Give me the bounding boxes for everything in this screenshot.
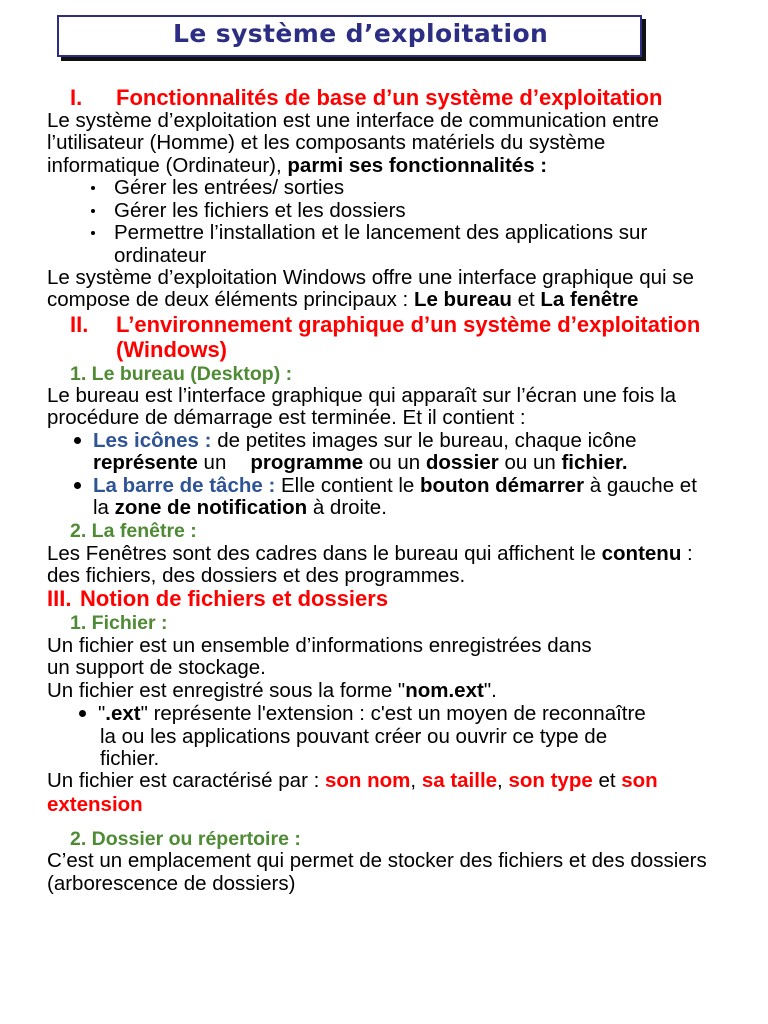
- section-1-heading: Fonctionnalités de base d’un système d’exploitation: [116, 85, 663, 110]
- section-2-heading: L’environnement graphique d’un système d’exploitation: [116, 312, 701, 337]
- s3-characteristics-line-cont: [47, 794, 143, 816]
- bold-text: bouton démarrer: [420, 474, 585, 497]
- bullet-icon: [74, 482, 81, 489]
- plain-text: un: [197, 451, 227, 474]
- plain-text: :: [681, 542, 693, 565]
- s2-text-line: [47, 543, 693, 565]
- plain-text: " représente l'extension : c'est un moyen de reconnaître: [140, 702, 646, 725]
- plain-text: à gauche et: [584, 474, 697, 497]
- s1-outro-text: et: [511, 288, 541, 311]
- plain-text: à droite.: [307, 496, 387, 519]
- s2-text-line: Le bureau est l’interface graphique qui apparaît sur l’écran une fois la: [47, 384, 677, 407]
- plain-text: Les Fenêtres sont des cadres dans le bureau qui affichent le: [47, 542, 602, 565]
- plain-text: ,: [497, 769, 509, 792]
- list-item-extension-cont: fichier.: [100, 747, 160, 770]
- plain-text: la: [93, 496, 115, 519]
- section-1-number: I.: [70, 85, 83, 110]
- bullet-icon: [91, 231, 95, 235]
- attribute-extension: son: [621, 769, 658, 792]
- list-item-taskbar: [93, 475, 697, 497]
- plain-text: ".: [483, 679, 497, 702]
- subsection-fichier-title: 1. Fichier :: [70, 612, 168, 634]
- bullet-icon: [79, 710, 86, 717]
- bold-text: nom.ext: [405, 679, 484, 702]
- s1-outro-line: Le système d’exploitation Windows offre une interface graphique qui se: [47, 266, 694, 289]
- s2-text-line: procédure de démarrage est terminée. Et il contient :: [47, 406, 526, 429]
- list-item-continuation: ordinateur: [114, 244, 207, 267]
- subsection-bureau-title: 1. Le bureau (Desktop) :: [70, 363, 293, 385]
- plain-text: ou un: [363, 451, 426, 474]
- plain-text: ": [98, 702, 106, 725]
- list-item-taskbar-cont: [93, 497, 387, 519]
- list-item: Gérer les fichiers et les dossiers: [114, 199, 406, 222]
- s1-intro-bold: parmi ses fonctionnalités :: [287, 154, 548, 177]
- term-bureau: Le bureau: [413, 288, 512, 311]
- list-item-extension-cont: la ou les applications pouvant créer ou ouvrir ce type de: [100, 725, 608, 748]
- list-item-extension: [98, 703, 646, 725]
- s3-text-line: Un fichier est un ensemble d’informations enregistrées dans: [47, 634, 592, 657]
- s3-text-line: (arborescence de dossiers): [47, 872, 296, 895]
- bold-text: fichier.: [561, 451, 628, 474]
- s1-outro-line: [47, 289, 638, 311]
- s3-text-line: [47, 680, 497, 702]
- s3-text-line: un support de stockage.: [47, 656, 266, 679]
- subsection-fenetre-title: 2. La fenêtre :: [70, 520, 197, 542]
- bullet-icon: [74, 437, 81, 444]
- list-item: Gérer les entrées/ sorties: [114, 176, 345, 199]
- plain-text: ou un: [498, 451, 562, 474]
- s1-intro-text: informatique (Ordinateur),: [47, 154, 288, 177]
- attribute-size: sa taille: [421, 769, 498, 792]
- term-barre-de-tache: La barre de tâche :: [93, 474, 276, 497]
- bullet-icon: [91, 209, 95, 213]
- plain-text: ,: [410, 769, 422, 792]
- bold-text: programme: [250, 451, 364, 474]
- section-3-heading: Notion de fichiers et dossiers: [80, 586, 389, 611]
- list-item: Permettre l’installation et le lancement des applications sur: [114, 221, 648, 244]
- attribute-name: son nom: [325, 769, 411, 792]
- s1-intro-line: [47, 155, 547, 177]
- s3-characteristics-line: [47, 770, 658, 792]
- plain-text: Un fichier est caractérisé par :: [47, 769, 325, 792]
- s1-outro-text: compose de deux éléments principaux :: [47, 288, 414, 311]
- attribute-extension: extension: [47, 793, 143, 816]
- plain-text: Elle contient le: [275, 474, 421, 497]
- document-title: Le système d’exploitation: [173, 19, 549, 48]
- s3-text-line: C’est un emplacement qui permet de stocker des fichiers et des dossiers: [47, 849, 707, 872]
- s2-text-line: des fichiers, des dossiers et des programmes.: [47, 564, 466, 587]
- list-item-icons-cont: [93, 452, 628, 474]
- s1-intro-line: l’utilisateur (Homme) et les composants matériels du système: [47, 131, 606, 154]
- term-icones: Les icônes :: [93, 429, 212, 452]
- term-fenetre: La fenêtre: [540, 288, 639, 311]
- section-2-heading-cont: (Windows): [116, 337, 227, 362]
- list-item-icons: [93, 430, 637, 452]
- bold-text: représente: [93, 451, 198, 474]
- plain-text: et: [592, 769, 622, 792]
- s1-intro-line: Le système d’exploitation est une interface de communication entre: [47, 109, 659, 132]
- plain-text: Un fichier est enregistré sous la forme ": [47, 679, 406, 702]
- subsection-dossier-title: 2. Dossier ou répertoire :: [70, 828, 301, 850]
- bold-text: dossier: [425, 451, 499, 474]
- bold-text: zone de notification: [114, 496, 308, 519]
- attribute-type: son type: [508, 769, 593, 792]
- icons-text: de petites images sur le bureau, chaque icône: [211, 429, 637, 452]
- bullet-icon: [91, 186, 95, 190]
- bold-text: .ext: [105, 702, 141, 725]
- section-2-number: II.: [70, 312, 89, 337]
- bold-text: contenu: [601, 542, 682, 565]
- section-3-number: III.: [47, 586, 72, 611]
